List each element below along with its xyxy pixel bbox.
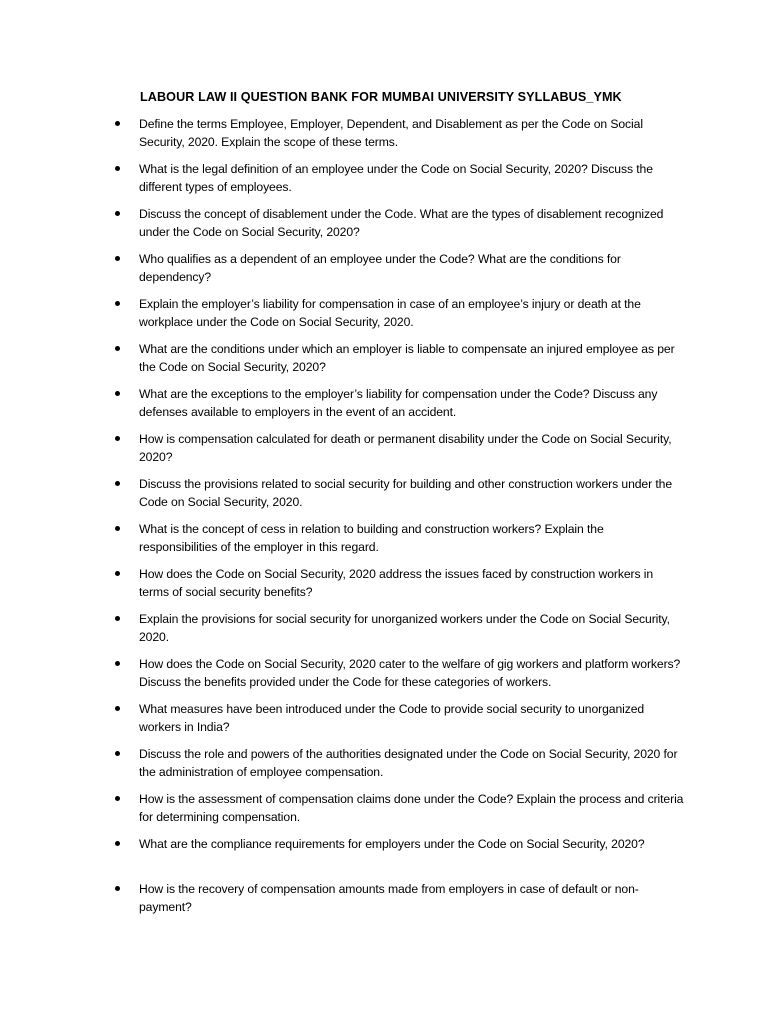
bullet-icon	[115, 796, 120, 801]
bullet-icon	[115, 121, 120, 126]
bullet-icon	[115, 211, 120, 216]
question-text: Discuss the role and powers of the authorities designated under the Code on Social Security, 2020 for the administration of employee compensation.	[139, 747, 678, 779]
question-text: What is the concept of cess in relation to building and construction workers? Explain the responsibilities of the employer in this regard.	[139, 522, 604, 554]
list-item	[0, 700, 768, 745]
question-text: How is the recovery of compensation amounts made from employers in case of default or non-payment?	[139, 882, 639, 914]
question-text: Define the terms Employee, Employer, Dependent, and Disablement as per the Code on Social Security, 2020. Explain the scope of these terms.	[139, 117, 643, 149]
question-text: Explain the employer’s liability for compensation in case of an employee’s injury or death at the workplace under the Code on Social Security, 2020.	[139, 297, 641, 329]
bullet-icon	[115, 886, 120, 891]
list-item	[0, 295, 768, 340]
bullet-icon	[115, 346, 120, 351]
bullet-icon	[115, 706, 120, 711]
list-item	[0, 160, 768, 205]
list-item	[0, 745, 768, 790]
question-text: What are the exceptions to the employer’s liability for compensation under the Code? Discuss any defenses available to employers in the event of an accident.	[139, 387, 658, 419]
bullet-icon	[115, 571, 120, 576]
bullet-icon	[115, 661, 120, 666]
question-text: Explain the provisions for social security for unorganized workers under the Code on Social Security, 2020.	[139, 612, 670, 644]
list-item	[0, 205, 768, 250]
bullet-icon	[115, 436, 120, 441]
bullet-icon	[115, 616, 120, 621]
question-text: What are the compliance requirements for employers under the Code on Social Security, 2020?	[139, 837, 645, 851]
list-item	[0, 250, 768, 295]
question-text: Who qualifies as a dependent of an employee under the Code? What are the conditions for dependency?	[139, 252, 621, 284]
list-item	[0, 610, 768, 655]
question-text: How is compensation calculated for death or permanent disability under the Code on Social Security, 2020?	[139, 432, 672, 464]
bullet-icon	[115, 526, 120, 531]
list-item	[0, 340, 768, 385]
question-text: What are the conditions under which an employer is liable to compensate an injured employee as per the Code on Social Security, 2020?	[139, 342, 675, 374]
list-item	[0, 565, 768, 610]
list-item	[0, 115, 768, 160]
question-list	[0, 115, 768, 925]
list-item	[0, 790, 768, 835]
question-text: How does the Code on Social Security, 2020 cater to the welfare of gig workers and platform workers? Discuss the benefits provided under the Code for these categories of workers.	[139, 657, 681, 689]
list-item	[0, 520, 768, 565]
list-item	[0, 385, 768, 430]
question-text: What measures have been introduced under the Code to provide social security to unorganized workers in India?	[139, 702, 645, 734]
question-text: Discuss the concept of disablement under the Code. What are the types of disablement recognized under the Code on Social Security, 2020?	[139, 207, 664, 239]
list-item	[0, 430, 768, 475]
bullet-icon	[115, 481, 120, 486]
question-text: Discuss the provisions related to social security for building and other construction workers under the Code on Social Security, 2020.	[139, 477, 672, 509]
list-item	[0, 835, 768, 880]
question-text: What is the legal definition of an employee under the Code on Social Security, 2020? Discuss the different types of employees.	[139, 162, 653, 194]
bullet-icon	[115, 301, 120, 306]
question-text: How does the Code on Social Security, 2020 address the issues faced by construction workers in terms of social security benefits?	[139, 567, 654, 599]
question-text: How is the assessment of compensation claims done under the Code? Explain the process and criteria for determining compensation.	[139, 792, 684, 824]
list-item	[0, 475, 768, 520]
document-title: LABOUR LAW II QUESTION BANK FOR MUMBAI UNIVERSITY SYLLABUS_YMK	[140, 90, 622, 104]
list-item	[0, 880, 768, 925]
bullet-icon	[115, 256, 120, 261]
bullet-icon	[115, 841, 120, 846]
list-item	[0, 655, 768, 700]
bullet-icon	[115, 751, 120, 756]
bullet-icon	[115, 166, 120, 171]
bullet-icon	[115, 391, 120, 396]
